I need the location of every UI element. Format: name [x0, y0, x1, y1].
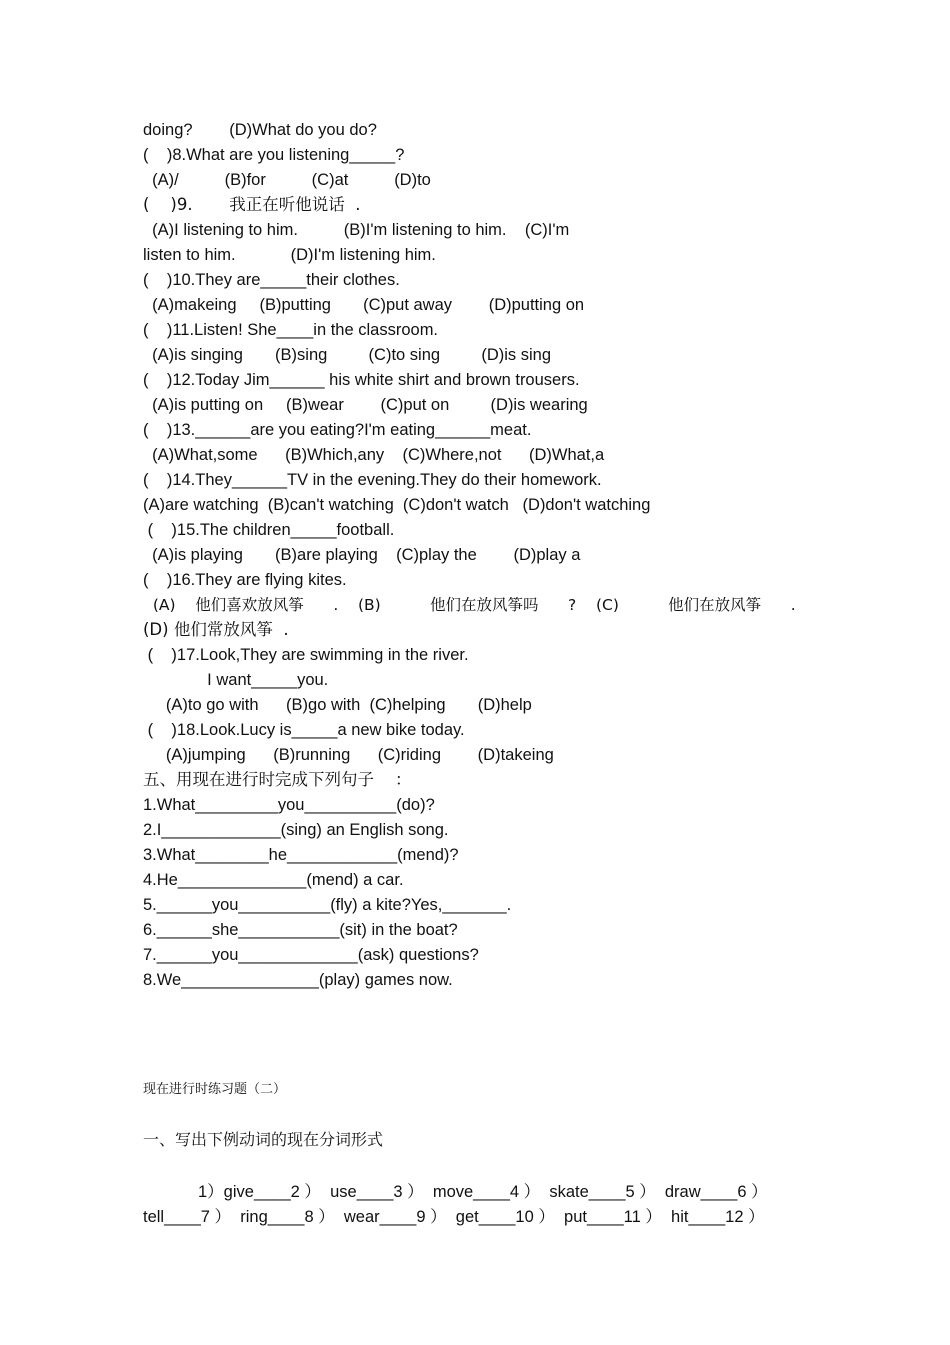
fill-in-item-4: 4.He______________(mend) a car.	[143, 871, 404, 889]
question-13-options: (A)What,some (B)Which,any (C)Where,not (D)What,a	[143, 446, 605, 464]
section-title: 现在进行时练习题（二）	[143, 1082, 287, 1097]
question-9: ( )9. 我正在听他说话 .	[143, 195, 361, 214]
fill-in-item-6: 6.______she___________(sit) in the boat?	[143, 921, 458, 939]
part-five-heading: 五、用现在进行时完成下列句子 ：	[143, 770, 412, 789]
verbs-line-1: 1）give____2 ） use____3 ） move____4 ） skate____5 ） draw____6 ）	[143, 1183, 768, 1201]
fill-in-item-3: 3.What________he____________(mend)?	[143, 846, 459, 864]
question-18-options: (A)jumping (B)running (C)riding (D)takeing	[143, 746, 554, 764]
fill-in-item-7: 7.______you_____________(ask) questions?	[143, 946, 479, 964]
question-8: ( )8.What are you listening_____?	[143, 146, 405, 164]
question-17-continued: I want_____you.	[143, 671, 329, 689]
question-16: ( )16.They are flying kites.	[143, 571, 347, 589]
fill-in-item-8: 8.We_______________(play) games now.	[143, 971, 453, 989]
question-13: ( )13.______are you eating?I'm eating______meat.	[143, 421, 532, 439]
question-16-option-d: (D) 他们常放风筝 .	[143, 620, 289, 639]
question-10-options: (A)makeing (B)putting (C)put away (D)putting on	[143, 296, 585, 314]
question-12-options: (A)is putting on (B)wear (C)put on (D)is wearing	[143, 396, 588, 414]
question-12: ( )12.Today Jim______ his white shirt and brown trousers.	[143, 371, 580, 389]
question-9-options: (A)I listening to him. (B)I'm listening to him. (C)I'm	[143, 221, 570, 239]
question-15-options: (A)is playing (B)are playing (C)play the (D)play a	[143, 546, 581, 564]
part-one-heading: 一、写出下例动词的现在分词形式	[143, 1130, 384, 1149]
question-17-options: (A)to go with (B)go with (C)helping (D)help	[143, 696, 532, 714]
question-11-options: (A)is singing (B)sing (C)to sing (D)is sing	[143, 346, 552, 364]
fill-in-item-2: 2.I_____________(sing) an English song.	[143, 821, 449, 839]
question-9-options-continued: listen to him. (D)I'm listening him.	[143, 246, 436, 264]
question-14: ( )14.They______TV in the evening.They do their homework.	[143, 471, 602, 489]
question-18: ( )18.Look.Lucy is_____a new bike today.	[143, 721, 465, 739]
verbs-line-2: tell____7 ） ring____8 ） wear____9 ） get____10 ） put____11 ） hit____12 ）	[143, 1208, 765, 1226]
question-11: ( )11.Listen! She____in the classroom.	[143, 321, 439, 339]
question-10: ( )10.They are_____their clothes.	[143, 271, 400, 289]
question-7-options-continued: doing? (D)What do you do?	[143, 121, 377, 139]
question-16-options: (A) 他们喜欢放风筝 . (B) 他们在放风筝吗 ? (C) 他们在放风筝 .	[143, 596, 796, 614]
question-8-options: (A)/ (B)for (C)at (D)to	[143, 171, 431, 189]
fill-in-item-1: 1.What_________you__________(do)?	[143, 796, 435, 814]
question-14-options: (A)are watching (B)can't watching (C)don't watch (D)don't watching	[143, 496, 651, 514]
fill-in-item-5: 5.______you__________(fly) a kite?Yes,_______.	[143, 896, 512, 914]
question-15: ( )15.The children_____football.	[143, 521, 395, 539]
question-17: ( )17.Look,They are swimming in the river.	[143, 646, 469, 664]
